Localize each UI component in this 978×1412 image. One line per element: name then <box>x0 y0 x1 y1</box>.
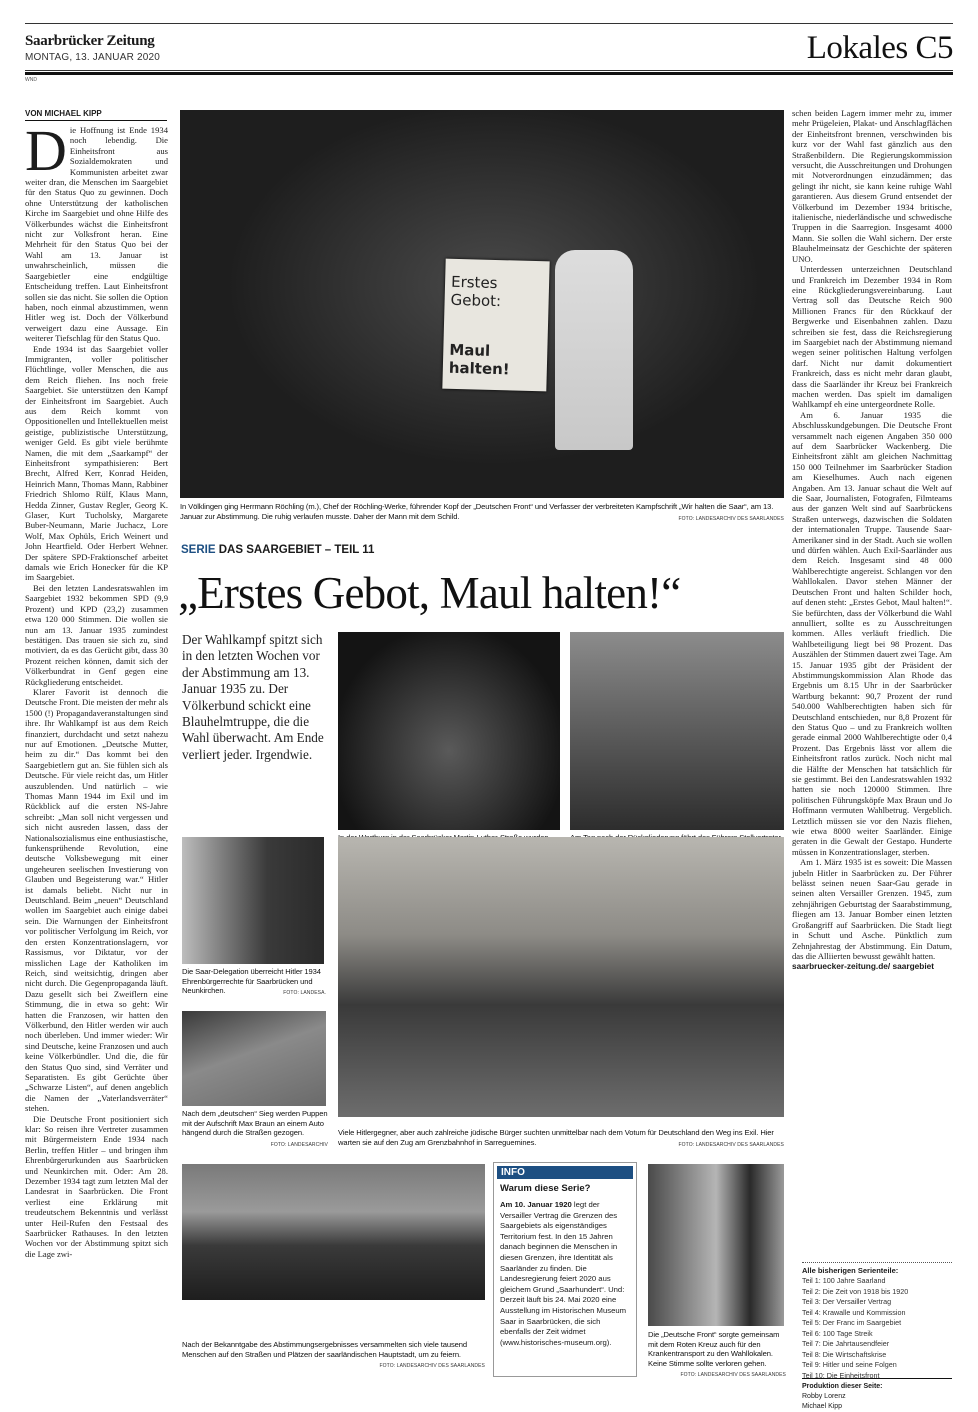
section-title: Lokales C5 <box>806 30 953 66</box>
caption-delegation: Die Saar-Delegation überreicht Hitler 1934 Ehrenbürgerrechte für Saarbrücken und Neunkirchen. FOTO: LANDESA. <box>182 967 326 997</box>
edition-code: WND <box>25 77 37 83</box>
masthead-rule-thick <box>25 72 953 75</box>
series-item: Teil 1: 100 Jahre Saarland <box>802 1276 886 1285</box>
paragraph: schen beiden Lagern immer mehr zu, immer mehr Prügeleien, Plakat- und Anschlagflächen der Einheitsfront brennen, verschwinden bis kurz vor der Wahl fast gänzlich aus den Straßenbildern. Die Regierungskommission versucht, die Ausschreitungen und Drohungen mit Notverordnungen einzudämmen; das gelingt ihr nicht, sie kann keine ruhige Wahl garantieren. Aus diesem Grund entsendet der Völkerbund im Dezember 1934 britische, italienische, niederländische und schwedische Truppen in die Saarregion. Insgesamt 4000 Mann. Sie sollen die Wahl sichern. Der erste Blauhelmeinsatz der Geschichte der späteren UNO. <box>792 108 952 264</box>
info-title: Warum diese Serie? <box>500 1183 591 1194</box>
headline: „Erstes Gebot, Maul halten!“ <box>178 568 681 618</box>
caption-puppet: Nach dem „deutschen“ Sieg werden Puppen mit der Aufschrift Max Braun an einem Auto hängend durch die Straßen gezogen. FOTO: LANDESARCHIV <box>182 1109 328 1148</box>
series-heading: Alle bisherigen Serienteile: <box>802 1266 899 1275</box>
article-column-right <box>792 108 952 972</box>
paragraph: Die Deutsche Front positioniert sich klar: So reisen ihre Vertreter zusammen mit Bürgermeistern Ende 1934 nach Berlin, treffen Hitler – und bringen ihm Ehrenbürgerurkunden aus Saarbrücken und Neunkirchen mit. Oder: Am 28. Dezember 1934 tagt zum letzten Mal der Landesrat in Saarbrücken. Die Front verliest eine Erklärung mit treudeutschem Bekenntnis und verlässt unter Heil-Rufen den Festsaal des Saarbrücker Rathauses. In den letzten Wochen vor der Abstimmung spitzt sich die Lage zwi- <box>25 1113 168 1259</box>
article-column-left <box>25 118 168 1259</box>
caption-deutsche-front: Die „Deutsche Front“ sorgte gemeinsam mit dem Roten Kreuz auch für den Krankentransport zu den Wahllokalen. Keine Stimme sollte verloren gehen. FOTO: LANDESARCHIV DES SAARLANDES <box>648 1330 786 1379</box>
hero-photo <box>180 110 784 498</box>
photo-crowd-celebration <box>182 1164 485 1300</box>
photo-hess-ottweiler <box>570 632 784 830</box>
info-body: Am 10. Januar 1920 legt der Versailler Vertrag die Grenzen des Saargebiets als eigenständiges Territorium fest. In den 15 Jahren danach beginnen die Menschen in diesen Grenzen, ihre Identität als Saarländer zu finden. Die Landesregierung feiert 2020 aus gleichem Grund „Saarhundert“. Und: Derzeit läuft bis 24. Mai 2020 eine Ausstellung im Historischen Museum Saar in Saarbrücken, die sich ebenfalls der Zeit widmet (www.historisches-museum.org). <box>500 1200 627 1347</box>
series-item: Teil 5: Der Franc im Saargebiet <box>802 1318 902 1327</box>
paragraph: Am 6. Januar 1935 die Abschlusskundgebungen. Die Deutsche Front versammelt nach eigenen Angaben 350 000 auf dem Saarbrücker Wackenberg. Die Einheitsfront zählt am gleichen Nachmittag 150 000 Teilnehmer im Saarbrücker Stadion am Kieselhumes. Auch nach eigenen Angaben. Am 13. Januar schaut die Welt auf die Saar, Journalisten, Fotografen, Filmteams aus der ganzen Welt sind auf Saarbrückens Straßen unterwegs, dazwischen die Soldaten der internationalen Truppe. Tausende Saar-Amerikaner sind in der Stadt. Auch sie wollen und dürfen wählen. Auch Exil-Saarländer aus dem Reich. Insgesamt sind 48 000 Wahlberechtigte angereist. Schlangen vor den Wahllokalen. Davor stehen Männer der Deutschen Front und halten Schilder hoch, auf denen steht: „Erstes Gebot, Maul halten!“. Sie befürchten, dass der Völkerbund die Wahl annulliert, sollte es zu Ausschreitungen kommen. Alles verläuft friedlich. Die Wahlbeteiligung liegt bei 98 Prozent. Das Auszählen der Stimmen dauert zwei Tage. Am 15. Januar 1935 gibt der Präsident der Abstimmungskommission Alan Rhode das Ergebnis um 8.15 Uhr in der Saarbrücker Wartburg bekannt: 90,7 Prozent der rund 540.000 Wahlberechtigten haben sich für Deutschland entschieden, nur 8,8 Prozent für den Status Quo – und zu Frankreich wollten gerade einmal 2000 Wahlberechtigte oder 0,4 Prozent. Das Ergebnis lässt vor allem die Einheitsfront ratlos zurück. Noch nicht mal die Hälfte der Menschen hat tatsächlich für sie gestimmt. Bei den Landesratswahlen 1932 hatten sie noch 120000 Stimmen. Ihre politischen Führungsköpfe Max Braun und Jo Hoffmann vermuten Wahlbetrug. Vergeblich. Letztlich müssen sie vor den Nazis fliehen, wie etwa 8000 weiter Saarländer. Einige geraten in die Gewalt der Gestapo. Hunderte müssen in Konzentrationslager, sterben. <box>792 409 952 857</box>
newspaper-name: Saarbrücker Zeitung <box>25 33 155 49</box>
photo-vote-count <box>338 632 560 830</box>
hero-caption: In Völklingen ging Herrmann Röchling (m.), Chef der Röchling-Werke, führender Kopf der „Deutschen Front“ und Verfasser der verbreiteten Kampfschrift „Wir halten die Saar“, am 13. Januar zur Abstimmung. Die ruhig verlaufen musste. Daher der Mann mit dem Schild. FOTO: LANDESARCHIV DES SAARLANDES <box>180 502 784 524</box>
series-item: Teil 10: Die Einheitsfront <box>802 1370 880 1380</box>
caption-exile: Viele Hitlergegner, aber auch zahlreiche jüdische Bürger suchten unmittelbar nach dem Votum für Deutschland den Weg ins Exil. Hier warten sie auf den Zug am Grenzbahnhof in Sarreguemines. FOTO: LANDESARCHIV DES SAARLANDES <box>338 1128 784 1148</box>
paragraph: Klarer Favorit ist dennoch die Deutsche Front. Die meisten der mehr als 1500 (!) Propagandaveranstaltungen sind ihre. Ihr Wahlkampf ist aus dem Reich finanziert, durchdacht und setzt nahezu nur auf Emotionen. „Deutsche Mutter, heim zu dir.“ Das kommt bei den Saargebietlern gut an. Sie fühlen sich als Deutsche. Für viele reicht das, um Hitler auszublenden. Und natürlich – wie Thomas Mann 1944 im Exil und im Rückblick auf die ersten NS-Jahre schreibt: „Man soll nicht vergessen und sich nicht ausreden lassen, dass der Nationalsozialismus eine enthusiastische, funkensprühende Revolution, eine deutsche Volksbewegung mit einer ungeheuren seelischen Investierung von Glauben und Begeisterung war.“ Hitler ist damals beliebt. Nicht nur in Deutschland. Beim „neuen“ Deutschland wollen im Saargebiet auch einige dabei sein. Die Warnungen der Einheitsfront vor politischer Verfolgung im Reich, vor den ersten Konzentrationslagern, vor Rassismus, vor Diktatur, vor der misslichen Lage der Katholiken im Reich, sind weitsichtig, dringen aber nicht durch. Die Gegenpropaganda läuft. Dazu gesellt sich bei Zweiflern eine Stimmung, die in etwa so geht: Wir hatten die Franzosen, wir hatten den Völkerbund, den Hitler werden wir auch noch überleben. Und immer wieder: Wir sind Deutsche, keine Franzosen und auch keine Völkerbündler. Und die, die für den Status Quo sind, sind Verräter und Separatisten. Es gibt Gerüchte über „Schwarze Listen“, auf denen angeblich die Namen der „Vaterlandsverräter“ stehen. <box>25 686 168 1114</box>
caption-crowd: Nach der Bekanntgabe des Abstimmungsergebnisses versammelten sich viele tausend Menschen auf den Straßen und Plätzen der saarländischen Hauptstadt, um zu feiern. FOTO: LANDESARCHIV DES SAARLANDES <box>182 1340 485 1370</box>
series-item: Teil 9: Hitler und seine Folgen <box>802 1360 897 1369</box>
series-item: Teil 6: 100 Tage Streik <box>802 1328 873 1338</box>
nurse-figure <box>555 250 633 450</box>
series-item: Teil 7: Die Jahrtausendfeier <box>802 1339 890 1348</box>
paragraph: Unterdessen unterzeichnen Deutschland und Frankreich im Dezember 1934 in Rom eine Rückgliederungsvereinbarung. Laut Vertrag soll das Deutsche Reich 900 Millionen Francs für den Rückkauf der Bergwerke und Eisenbahnen zahlen. Dazu schreiben sie fest, dass die Reichsregierung im Saargebiet nach der Abstimmung niemand wegen seiner politischen Haltung verfolgen darf. Nicht nur damit dokumentiert Frankreich, dass es nicht mehr daran glaubt, dass die Saarländer ihr Kreuz bei Frankreich machen werden. Das spielt im damaligen Wahlkampf eh eine untergeordnete Rolle. <box>792 264 952 410</box>
production-heading: Produktion dieser Seite: <box>802 1383 883 1390</box>
issue-date: MONTAG, 13. JANUAR 2020 <box>25 52 161 63</box>
series-list <box>802 1262 952 1381</box>
top-rule <box>25 23 953 24</box>
info-box <box>493 1162 637 1377</box>
paragraph: Die Hoffnung ist Ende 1934 noch lebendig. Die Einheitsfront aus Sozialdemokraten und Kommunisten arbeitet zwar weiter dran, die Menschen im Saargebiet für den Status Quo zu gewinnen. Doch ohne Unterstützung der katholischen Kirche im Saargebiet und ohne Hilfe des Völkerbundes wächst die Einheitsfront nicht zur Volksfront heran. Eine Mehrheit für den Status Quo bei der Wahl am 13. Januar ist unwahrscheinlich, müssen die Saargebietler eine endgültige Entscheidung treffen. Laut Einheitsfront sollen sie das nicht. Sie sollen die Option haben, noch einmal abzustimmen, wenn Hitler weg ist. Doch der Völkerbund verweigert dazu eine Aussage. Ein weiterer Tiefschlag für den Status Quo. <box>25 118 168 344</box>
teaser: Der Wahlkampf spitzt sich in den letzten Wochen vor der Abstimmung am 13. Januar 1935 zu. Der Völkerbund schickt eine Blauhelmtruppe, die die Wahl überwacht. Am Ende verliert jeder. Irgendwie. <box>182 632 324 762</box>
paragraph: Ende 1934 ist das Saargebiet voller Immigranten, voller politischer Flüchtlinge, voller Menschen, die aus dem Reich fliehen. Ins noch freie Saargebiet. Sie unterstützen den Kampf der Einheitsfront im Saargebiet. Auch aus dem Reich kommt von Oppositionellen und Intellektuellen meist geistige, publizistische Unterstützung, weniger Geld. Es gibt viele berühmte Namen, die mit dem „Saarkampf“ der Einheitsfront sympathisieren: Bert Brecht, Alfred Kerr, Konrad Heiden, Heinrich Mann, Thomas Mann, Rabbiner Friedrich Shlomo Rülf, Klaus Mann, Hedda Zinner, Gustav Regler, Georg K. Glaser, Kurt Tucholsky, Margarete Buber-Neumann, Marie Juchacz, Lore Wolf, Max Ophüls, Erich Weinert und John Heartfield. Oder Herbert Wehner. Der spätere SPD-Fraktionschef arbeitet damals wie Erich Honecker für die KP im Saargebiet. <box>25 343 168 583</box>
photo-credit: FOTO: LANDESARCHIV DES SAARLANDES <box>678 515 784 522</box>
byline: VON MICHAEL KIPP <box>25 109 167 121</box>
series-item: Teil 4: Krawalle und Kommission <box>802 1307 906 1317</box>
paragraph: Bei den letzten Landesratswahlen im Saargebiet 1932 bekommen SPD (9,9 Prozent) und KPD (23,2) zusammen etwa 120 000 Stimmen. Die wollen sie nun am 13. Januar 1935 zumindest bestätigen. Das trauen sie sich zu, sind motiviert, da es das Gerücht gibt, dass 30 Prozent reichen können, damit sich der Völkerbundrat in Genf gegen eine Rückgliederung entscheidet. <box>25 582 168 687</box>
production-name: Robby Lorenz <box>802 1393 846 1400</box>
photo-delegation <box>182 837 324 964</box>
paragraph: Am 1. März 1935 ist es soweit: Die Massen jubeln Hitler in Saarbrücken zu. Der Führer belässt seinen neuen Saar-Gau gerade in seinen alten Versailler Grenzen. 1945, zum zehnjährigen Geburtstag der Saarabstimmung, fliegen am 13. Januar Bomber einen letzten Großangriff auf Saarbrücken. Die Stadt liegt in Schutt und Asche. Pünktlich zum Zehnjahrestag der Abstimmung. Ein Datum, das die Alliierten bewusst gewählt hatten. <box>792 857 952 961</box>
production-name: Michael Kipp <box>802 1403 843 1410</box>
info-label: INFO <box>497 1166 633 1179</box>
series-kicker: SERIE DAS SAARGEBIET – TEIL 11 <box>181 544 375 556</box>
masthead-rule <box>25 70 953 71</box>
production-credits <box>802 1378 952 1412</box>
dropcap: D <box>25 118 67 183</box>
photo-deutsche-front <box>648 1164 784 1326</box>
series-item: Teil 2: Die Zeit von 1918 bis 1920 <box>802 1286 909 1296</box>
protest-sign: Erstes Gebot: Maul halten! <box>442 259 549 392</box>
photo-exile-station <box>338 837 784 1117</box>
web-link[interactable]: saarbruecker-zeitung.de/ saargebiet <box>792 961 935 972</box>
photo-puppet <box>182 1011 326 1106</box>
series-item: Teil 3: Der Versailler Vertrag <box>802 1297 892 1306</box>
series-item: Teil 8: Die Wirtschaftskrise <box>802 1349 887 1359</box>
